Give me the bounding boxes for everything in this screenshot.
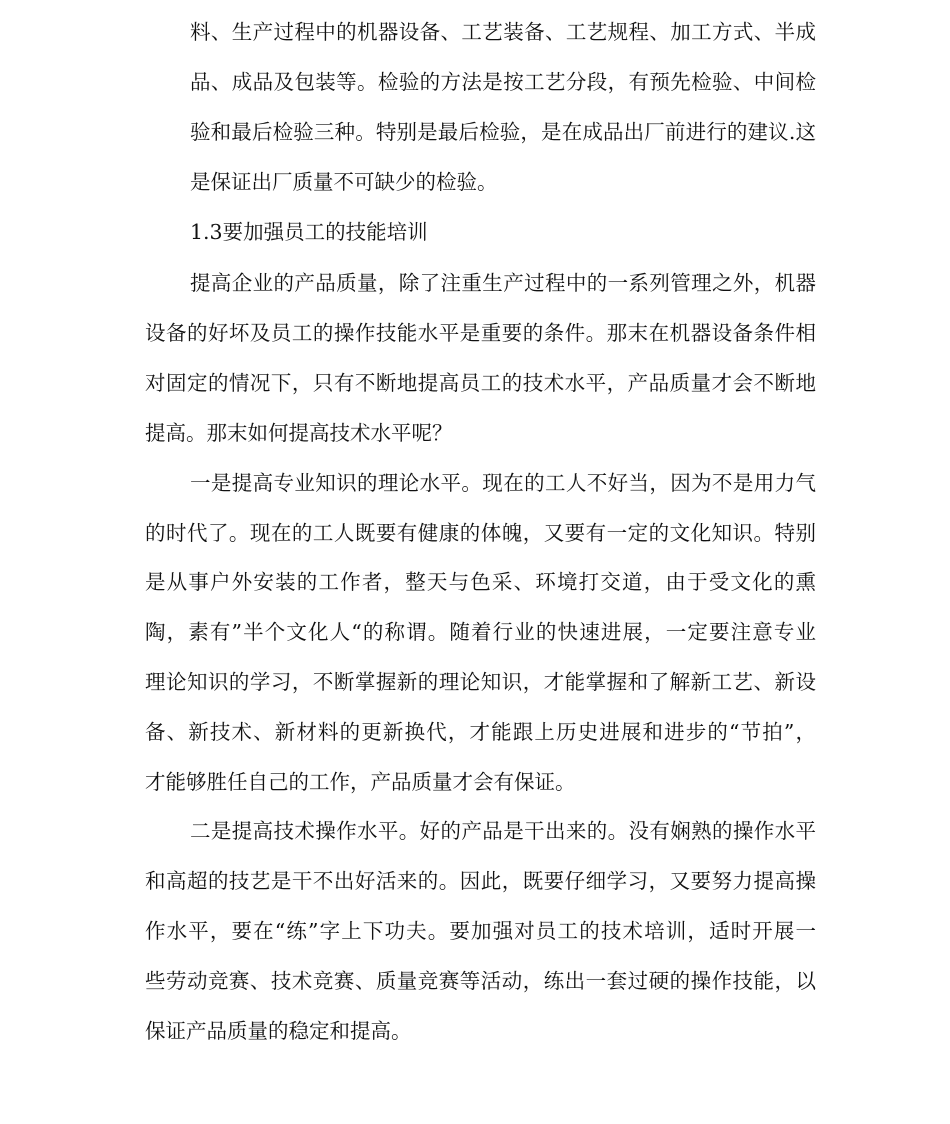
text-line: 备、新技术、新材料的更新换代，才能跟上历史进展和进步的“节拍”， (145, 720, 816, 744)
text-line: 才能够胜任自己的工作，产品质量才会有保证。 (145, 770, 576, 794)
text-line: 作水平，要在“练”字上下功夫。要加强对员工的技术培训，适时开展一 (145, 919, 816, 943)
section-heading: 1.3要加强员工的技能培训 (190, 220, 428, 244)
text-line: 些劳动竞赛、技术竞赛、质量竞赛等活动，练出一套过硬的操作技能，以 (145, 969, 816, 993)
text-line: 和高超的技艺是干不出好活来的。因此，既要仔细学习，又要努力提高操 (145, 869, 816, 893)
text-line: 陶，素有”半个文化人“的称谓。随着行业的快速进展，一定要注意专业 (145, 620, 816, 644)
paragraph-first-line: 二是提高技术操作水平。好的产品是干出来的。没有娴熟的操作水平 (190, 819, 816, 843)
text-line: 料、生产过程中的机器设备、工艺装备、工艺规程、加工方式、半成 (190, 20, 816, 44)
paragraph-first-line: 一是提高专业知识的理论水平。现在的工人不好当，因为不是用力气 (190, 471, 816, 495)
text-line: 设备的好坏及员工的操作技能水平是重要的条件。那末在机器设备条件相 (145, 321, 816, 345)
text-line: 验和最后检验三种。特别是最后检验，是在成品出厂前进行的建议.这 (190, 120, 816, 144)
text-line: 理论知识的学习，不断掌握新的理论知识，才能掌握和了解新工艺、新设 (145, 670, 816, 694)
text-line: 提高。那末如何提高技术水平呢？ (145, 421, 453, 445)
text-line: 是保证出厂质量不可缺少的检验。 (190, 170, 498, 194)
text-line: 是从事户外安装的工作者，整天与色采、环境打交道，由于受文化的熏 (145, 570, 816, 594)
text-line: 对固定的情况下，只有不断地提高员工的技术水平，产品质量才会不断地 (145, 371, 816, 395)
paragraph-first-line: 提高企业的产品质量，除了注重生产过程中的一系列管理之外，机器 (190, 271, 816, 295)
text-line: 保证产品质量的稳定和提高。 (145, 1019, 412, 1043)
text-line: 品、成品及包装等。检验的方法是按工艺分段，有预先检验、中间检 (190, 70, 816, 94)
text-line: 的时代了。现在的工人既要有健康的体魄，又要有一定的文化知识。特别 (145, 521, 816, 545)
